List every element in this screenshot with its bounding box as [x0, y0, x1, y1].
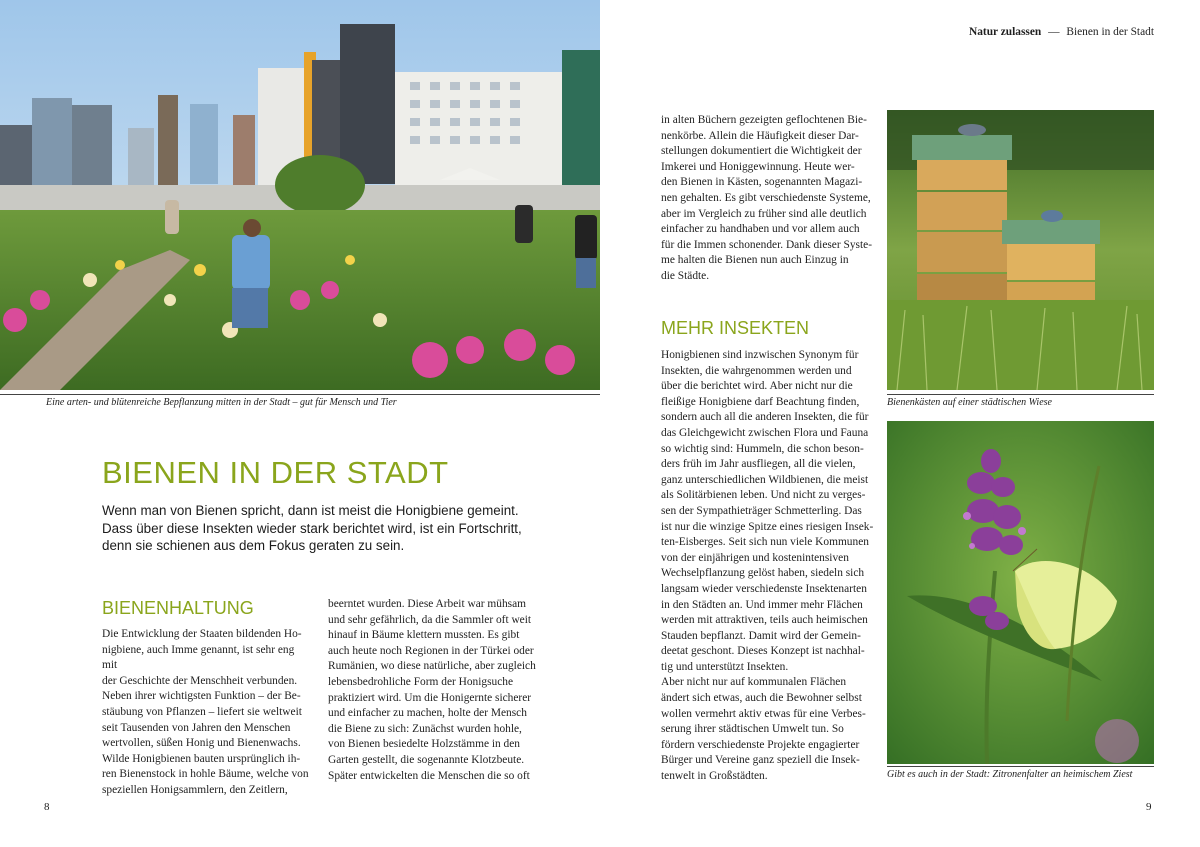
beehive-caption: Bienenkästen auf einer städtischen Wiese	[887, 397, 1052, 408]
rooftop-photo-caption: Eine arten- und blütenreiche Bepflanzung mitten in der Stadt – gut für Mensch und Tier	[46, 397, 397, 408]
text-line: von Bienen besiedelte Holzstämme in den	[328, 738, 521, 751]
text-line: so wichtig sind: Hummeln, die schon beson-	[661, 442, 864, 455]
text-line: tig und unterstützt Insekten.	[661, 660, 789, 673]
page-number-right: 9	[1146, 801, 1152, 813]
body-column-3-bottom	[661, 348, 876, 785]
text-line: fleißige Honigbiene darf Beachtung finden,	[661, 395, 860, 408]
subheading-mehr-insekten: MEHR INSEKTEN	[661, 318, 810, 338]
text-line: speziellen Honigsammlern, den Zeitlern,	[102, 783, 288, 796]
text-line: deetat geschont. Dieses Konzept ist nachhal-	[661, 645, 865, 658]
body-column-2	[328, 597, 543, 784]
header-separator: —	[1048, 26, 1060, 38]
text-line: die Biene zu sich: Zunächst wurden hohle,	[328, 722, 522, 735]
body-column-3-top	[661, 113, 876, 285]
text-line: in alten Büchern gezeigten geflochtenen Bie-	[661, 114, 867, 126]
text-line: tenwelt in Großstädten.	[661, 770, 768, 783]
caption-rule	[0, 394, 600, 395]
text-line: Garten gestellt, die sogenannte Klotzbeute.	[328, 753, 525, 766]
text-line: Insekten, die wahrgenommen werden und	[661, 364, 852, 377]
text-line: ist nur die winzige Spitze eines riesigen Insek-	[661, 520, 874, 533]
text-line: Später entwickelten die Menschen die so oft	[328, 769, 530, 782]
text-line: fördern verschiedenste Projekte engagierter	[661, 738, 860, 751]
text-line: Rumänien, wo diese natürliche, aber zugleich	[328, 660, 536, 673]
text-line: lebensbedrohliche Form der Honigsuche	[328, 675, 514, 688]
text-line: Neben ihrer wichtigsten Funktion – der Be-	[102, 690, 301, 703]
intro-line: denn sie schienen aus dem Fokus geraten zu sein.	[102, 538, 405, 553]
text-line: ren Bienenstock in hohle Bäume, welche von	[102, 768, 309, 781]
header-chapter: Bienen in der Stadt	[1066, 26, 1154, 38]
text-line: für die Immen schonender. Dank dieser Syste-	[661, 238, 872, 251]
text-line: Aber nicht nur auf kommunalen Flächen	[661, 676, 847, 689]
text-line: wertvollen, süßen Honig und Bienenwachs.	[102, 737, 301, 750]
text-line: hinauf in Bäume klettern mussten. Es gibt	[328, 629, 520, 642]
butterfly-caption: Gibt es auch in der Stadt: Zitronenfalter an heimischem Ziest	[887, 769, 1133, 780]
text-line: ändert sich etwas, auch die Bewohner selbst	[661, 692, 862, 705]
text-line: Imkerei und Honiggewinnung. Heute wer-	[661, 160, 855, 173]
text-line: Bürger und Vereine ganz speziell die Insek-	[661, 754, 860, 767]
text-line: beerntet wurden. Diese Arbeit war mühsam	[328, 598, 527, 610]
text-line: über die berichtet wird. Aber nicht nur die	[661, 380, 853, 393]
text-line: sondern auch all die anderen Insekten, die für	[661, 411, 869, 424]
subheading-bienenhaltung: BIENENHALTUNG	[102, 598, 254, 618]
text-line: von der einjährigen und kostenintensiven	[661, 551, 849, 564]
text-line: die Städte.	[661, 269, 710, 282]
text-line: als Solitärbienen leben. Und nicht zu verges-	[661, 489, 866, 502]
text-line: Die Entwicklung der Staaten bildenden Ho-	[102, 628, 302, 640]
butterfly-photo	[887, 421, 1154, 764]
text-line: stäubung von Pflanzen – liefert sie weltweit	[102, 705, 302, 718]
text-line: und einfacher zu machen, holte der Mensch	[328, 707, 527, 720]
text-line: nigbiene, auch Imme genannt, ist sehr eng mit	[102, 643, 295, 672]
text-line: in den Städten an. Und immer mehr Flächen	[661, 598, 863, 611]
rooftop-garden-photo	[0, 0, 600, 390]
intro-line: Wenn man von Bienen spricht, dann ist meist die Honigbiene gemeint.	[102, 503, 519, 518]
text-line: ders früh im Jahr ausfliegen, all die vielen,	[661, 458, 856, 471]
text-line: nen gehalten. Es gibt verschiedenste Systeme,	[661, 191, 871, 204]
text-line: seit Tausenden von Jahren den Menschen	[102, 721, 291, 734]
header-section: Natur zulassen	[968, 26, 1042, 38]
text-line: werden mit attraktiven, teils auch heimischen	[661, 614, 868, 627]
text-line: der Geschichte der Menschheit verbunden.	[102, 674, 298, 687]
body-column-1	[102, 627, 312, 799]
page-title: BIENEN IN DER STADT	[102, 455, 449, 490]
running-header	[900, 26, 1154, 38]
text-line: Wilde Honigbienen bauten ursprünglich ih-	[102, 752, 301, 765]
text-line: praktiziert wird. Um die Honigernte sicherer	[328, 691, 532, 704]
beehive-photo	[887, 110, 1154, 390]
text-line: stellungen dokumentiert die Wichtigkeit der	[661, 145, 862, 158]
text-line: langsam wieder verschiedenste Insektenarten	[661, 582, 867, 595]
text-line: den Bienen in Kästen, sogenannten Magazi-	[661, 176, 863, 189]
intro-paragraph	[102, 502, 562, 555]
text-line: ganz unterschiedlichen Wildbienen, die meist	[661, 473, 869, 486]
text-line: auch heute noch Regionen in der Türkei oder	[328, 644, 534, 657]
text-line: me halten die Bienen nun auch Einzug in	[661, 254, 849, 267]
page-number-left: 8	[44, 801, 50, 813]
text-line: Wechselpflanzung gelöst haben, siedeln sich	[661, 567, 865, 580]
text-line: und sehr gefährlich, da die Sammler oft weit	[328, 613, 532, 626]
text-line: einfacher zu handhaben und vor allem auch	[661, 223, 860, 236]
caption-rule	[887, 394, 1154, 395]
text-line: Honigbienen sind inzwischen Synonym für	[661, 349, 859, 361]
text-line: sen der Sympathieträger Schmetterling. Das	[661, 504, 862, 517]
text-line: das Gleichgewicht zwischen Flora und Fauna	[661, 426, 869, 439]
text-line: aber im Vergleich zu früher sind alle deutlich	[661, 207, 867, 220]
text-line: ten-Eisberges. Seit sich nun viele Kommunen	[661, 536, 869, 549]
text-line: nenkörbe. Allein die Häufigkeit dieser Dar-	[661, 129, 859, 142]
caption-rule	[887, 766, 1154, 767]
intro-line: Dass über diese Insekten wieder stark berichtet wird, ist ein Fortschritt,	[102, 520, 522, 536]
text-line: wollen vermehrt aktiv etwas für eine Verbes-	[661, 707, 866, 720]
text-line: Stauden bepflanzt. Damit wird der Gemein-	[661, 629, 861, 642]
text-line: serung ihrer städtischen Umwelt tun. So	[661, 723, 844, 736]
